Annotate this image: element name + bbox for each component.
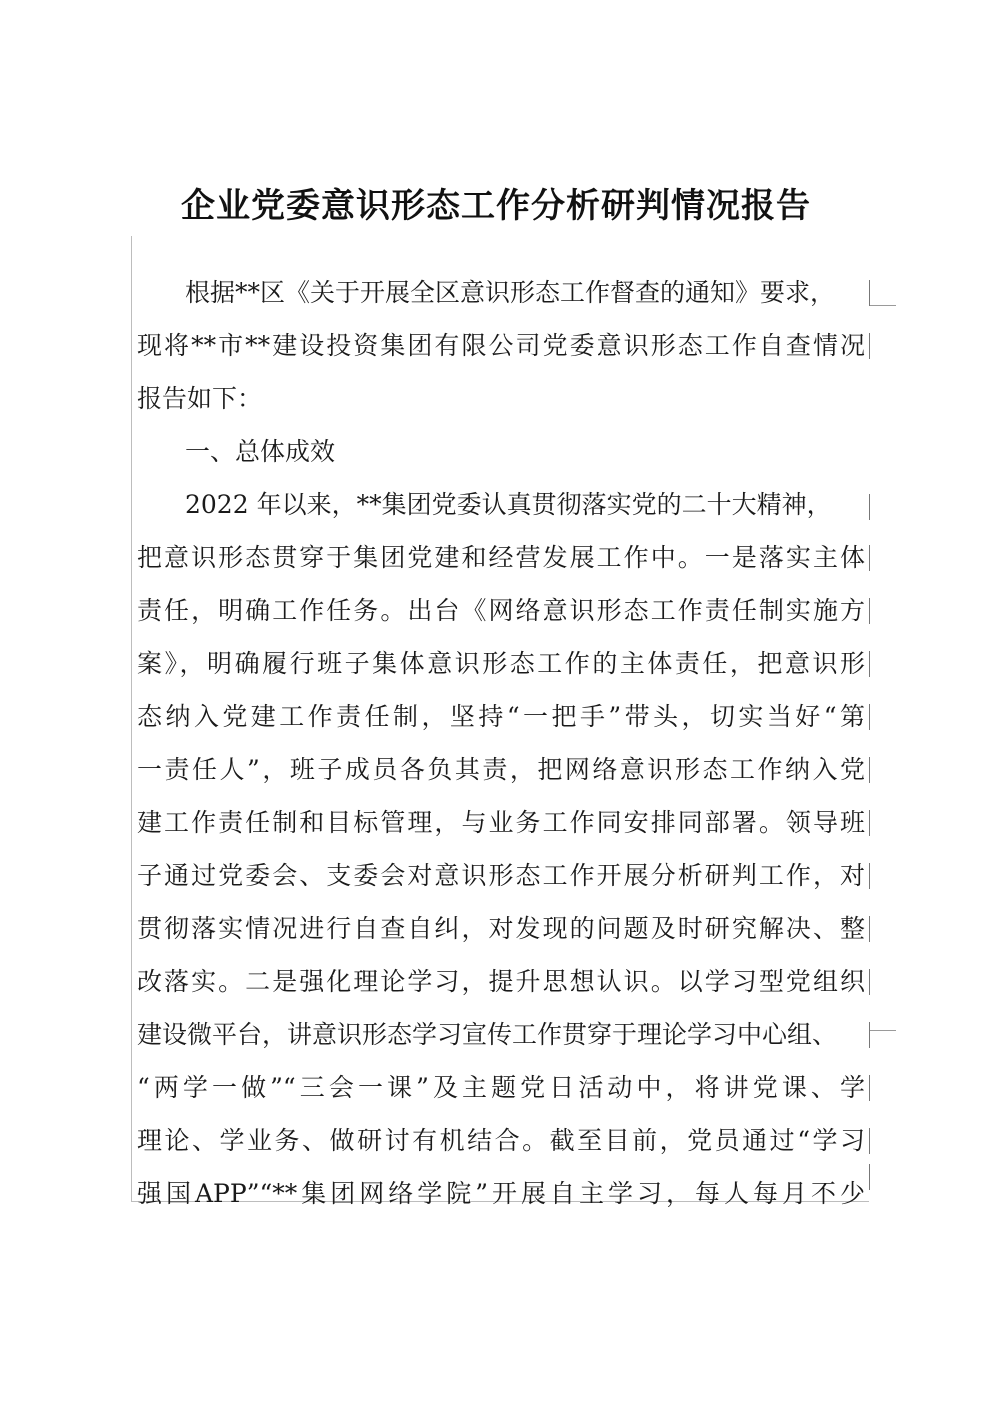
- line-end-marker: [869, 916, 870, 942]
- line-end-marker: [869, 545, 870, 571]
- line-end-marker: [869, 863, 870, 889]
- paragraph-line: 根据**区《关于开展全区意识形态工作督查的通知》要求，: [185, 278, 836, 307]
- section-heading: 一、总体成效: [185, 437, 336, 466]
- paragraph-line: 责任，明确工作任务。出台《网络意识形态工作责任制实施方: [137, 596, 865, 625]
- line-end-marker: [869, 757, 870, 783]
- paragraph-line: 强国APP”“**集团网络学院”开展自主学习，每人每月不少: [137, 1179, 865, 1208]
- paragraph-line: 态纳入党建工作责任制，坚持“一把手”带头，切实当好“第: [137, 702, 865, 731]
- paragraph-line: 建工作责任制和目标管理，与业务工作同安排同部署。领导班: [137, 808, 865, 837]
- line-end-marker: [869, 333, 870, 359]
- line-end-marker: [869, 1075, 870, 1101]
- line-end-marker: [869, 1164, 870, 1190]
- document-title: 企业党委意识形态工作分析研判情况报告: [181, 186, 811, 226]
- line-end-marker: [869, 1022, 870, 1048]
- paragraph-line: 案》，明确履行班子集体意识形态工作的主体责任，把意识形: [137, 649, 865, 678]
- line-end-marker: [869, 810, 870, 836]
- paragraph-line: 报告如下：: [137, 384, 263, 413]
- paragraph-line: 现将**市**建设投资集团有限公司党委意识形态工作自查情况: [137, 331, 865, 360]
- line-end-marker: [869, 280, 870, 306]
- paragraph-line: 理论、学业务、做研讨有机结合。截至目前，党员通过“学习: [137, 1126, 865, 1155]
- line-end-marker: [869, 651, 870, 677]
- paragraph-line: 子通过党委会、支委会对意识形态工作开展分析研判工作，对: [137, 861, 865, 890]
- overflow-marker: [870, 305, 896, 306]
- line-end-marker: [869, 598, 870, 624]
- line-end-marker: [869, 1128, 870, 1154]
- paragraph-line: “两学一做”“三会一课”及主题党日活动中，将讲党课、学: [137, 1073, 865, 1102]
- overflow-marker: [870, 1030, 896, 1031]
- line-end-marker: [869, 704, 870, 730]
- paragraph-line: 一责任人”，班子成员各负其责，把网络意识形态工作纳入党: [137, 755, 865, 784]
- paragraph-line: 改落实。二是强化理论学习，提升思想认识。以学习型党组织: [137, 967, 865, 996]
- line-end-marker: [869, 494, 870, 520]
- paragraph-line: 建设微平台，讲意识形态学习宣传工作贯穿于理论学习中心组、: [137, 1020, 838, 1049]
- paragraph-line: 2022 年以来，**集团党委认真贯彻落实党的二十大精神，: [185, 490, 832, 519]
- paragraph-line: 把意识形态贯穿于集团党建和经营发展工作中。一是落实主体: [137, 543, 865, 572]
- paragraph-line: 贯彻落实情况进行自查自纠，对发现的问题及时研究解决、整: [137, 914, 865, 943]
- line-end-marker: [869, 969, 870, 995]
